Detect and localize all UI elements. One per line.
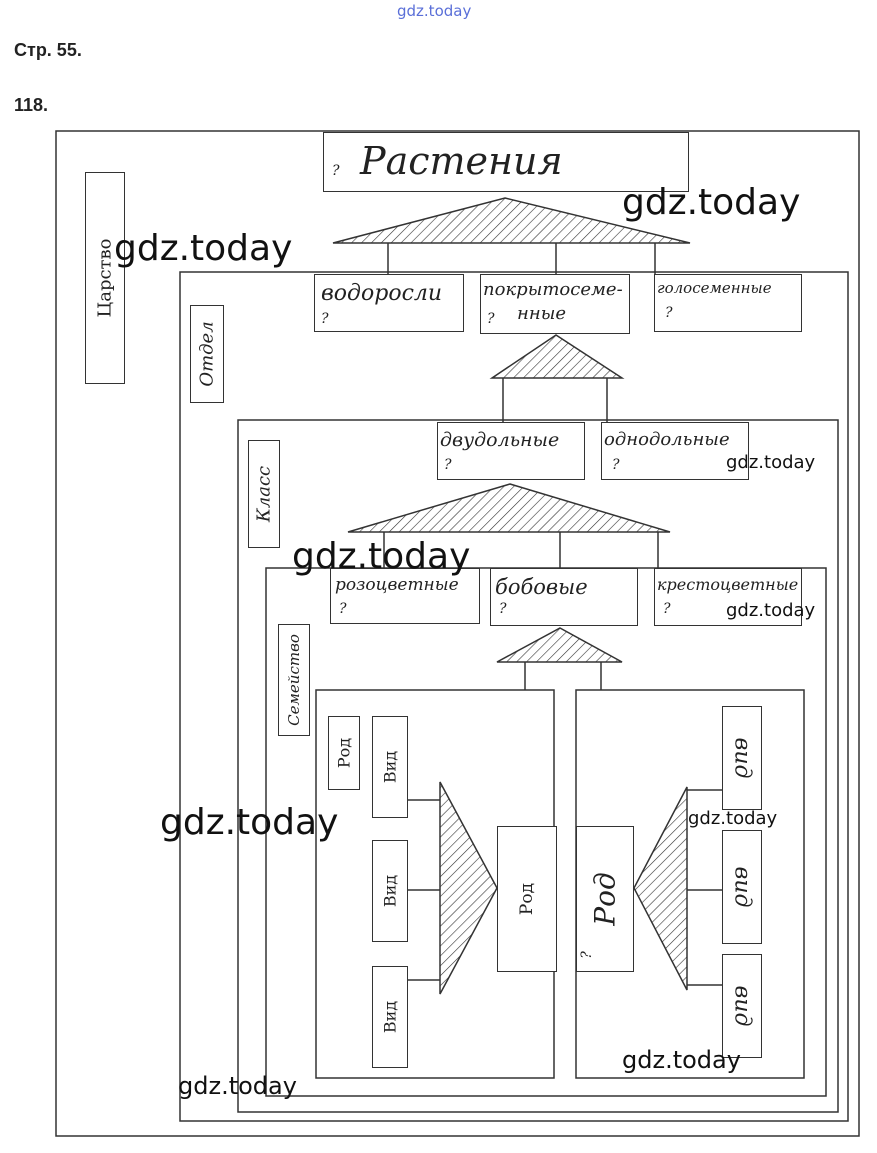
species-box-3	[372, 966, 408, 1068]
task-number: 118.	[14, 95, 49, 115]
watermark: gdz.today	[160, 802, 339, 843]
genus-small-box	[328, 716, 360, 790]
right-genus-box	[576, 826, 634, 972]
watermark: gdz.today	[292, 536, 471, 577]
watermark: gdz.today	[178, 1072, 297, 1100]
page-label: Стр. 55.	[14, 40, 82, 60]
division-angiosperms	[480, 274, 630, 334]
watermark: gdz.today	[622, 1046, 741, 1074]
division-gymnosperms	[654, 274, 802, 332]
watermark: gdz.today	[114, 228, 293, 269]
left-genus-box	[497, 826, 557, 972]
species-box-1	[372, 716, 408, 818]
family-rosaceae-label: розоцветные	[335, 575, 459, 595]
question-mark: ?	[444, 457, 452, 473]
watermark-top: gdz.today	[397, 2, 472, 20]
question-mark: ?	[332, 163, 340, 179]
question-mark: ?	[339, 601, 347, 617]
kingdom-label: Царство	[94, 238, 116, 318]
division-label: Отдел	[196, 321, 218, 387]
division-triangle	[492, 335, 622, 378]
watermark: gdz.today	[622, 182, 801, 223]
family-triangle	[497, 628, 622, 662]
class-dicots	[437, 422, 585, 480]
kingdom-label-box	[85, 172, 125, 384]
watermark: gdz.today	[726, 600, 816, 621]
question-mark: ?	[663, 601, 671, 617]
question-mark: ?	[665, 305, 673, 321]
right-genus-label: Род	[588, 872, 622, 926]
division-algae	[314, 274, 464, 332]
right-species-box-1	[722, 706, 762, 810]
right-species-label-3: вид	[729, 985, 755, 1027]
right-genus-triangle	[634, 787, 687, 990]
species-box-2	[372, 840, 408, 942]
species-label-3: Вид	[380, 1000, 400, 1034]
division-label-box	[190, 305, 224, 403]
class-triangle	[348, 484, 670, 532]
class-monocots-label: однодольные	[604, 429, 730, 450]
family-label-box	[278, 624, 310, 736]
division-algae-label: водоросли	[321, 281, 443, 306]
question-mark: ?	[487, 311, 495, 327]
class-label: Класс	[253, 465, 275, 523]
species-label-1: Вид	[380, 750, 400, 784]
right-species-box-2	[722, 830, 762, 944]
left-genus-label: Род	[517, 882, 537, 916]
division-gymnosperms-label: голосеменные	[657, 279, 772, 297]
family-brassicaceae-label: крестоцветные	[657, 575, 799, 594]
right-species-label-1: вид	[729, 737, 755, 779]
division-angiosperms-label-2: нные	[517, 303, 567, 324]
genus-small-label: Род	[334, 737, 354, 769]
division-angiosperms-label-1: покрытосеме-	[483, 279, 623, 300]
question-mark: ?	[321, 311, 329, 327]
question-mark: ?	[499, 601, 507, 617]
family-fabaceae	[490, 568, 638, 626]
question-mark: ?	[578, 951, 595, 959]
right-species-box-3	[722, 954, 762, 1058]
left-genus-triangle	[440, 782, 497, 994]
family-label: Семейство	[285, 634, 303, 726]
family-fabaceae-label: бобовые	[495, 575, 588, 599]
watermark: gdz.today	[688, 808, 778, 829]
species-label-2: Вид	[380, 874, 400, 908]
root-label: Растения	[360, 139, 563, 183]
question-mark: ?	[612, 457, 620, 473]
right-species-label-2: вид	[729, 866, 755, 908]
class-dicots-label: двудольные	[440, 429, 560, 451]
watermark: gdz.today	[726, 452, 816, 473]
class-label-box	[248, 440, 280, 548]
